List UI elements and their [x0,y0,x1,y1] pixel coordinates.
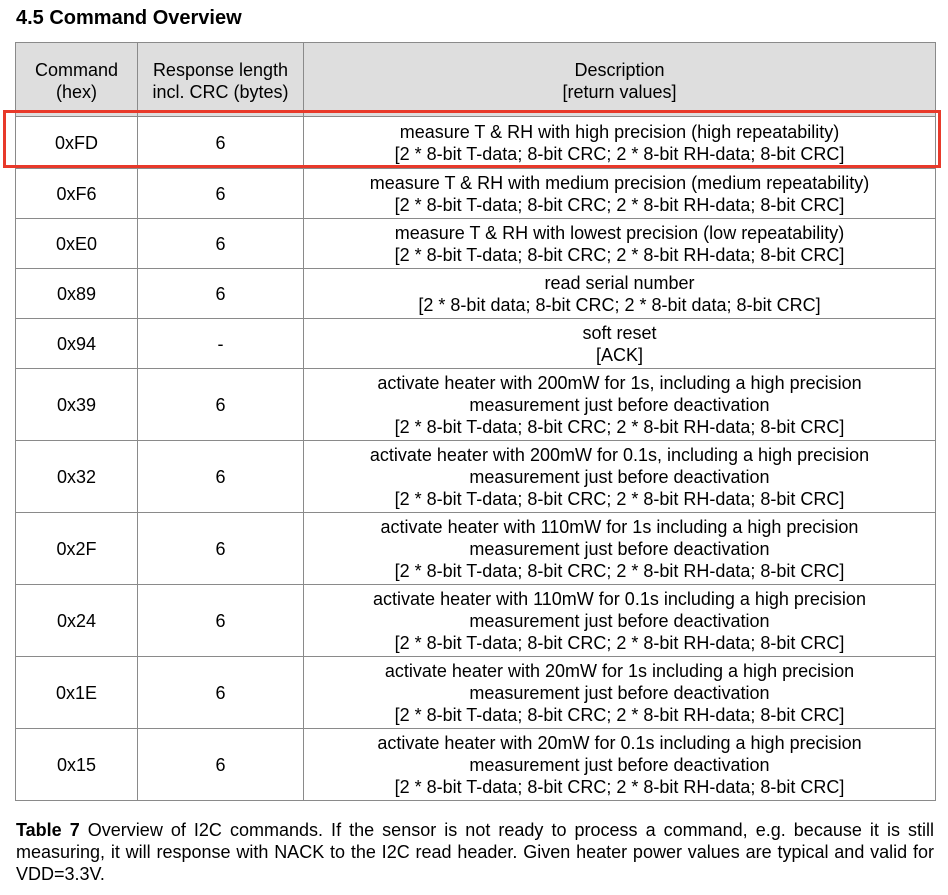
command-hex-cell: 0xF6 [16,169,138,219]
command-hex-cell: 0x2F [16,513,138,585]
response-length-cell: - [138,319,304,369]
description-line: activate heater with 20mW for 1s including a high precision [384,660,855,681]
description-line: measurement just before deactivation [469,394,770,415]
table-caption [16,819,934,885]
description-line: measurement just before deactivation [469,466,770,487]
caption-text: Overview of I2C commands. If the sensor is not ready to process a command, e.g. because it is still measuring, it will response with NACK to the I2C read header. Given heater power values are typical and valid for VDD=3.3V. [16,820,934,884]
description-line: [2 * 8-bit T-data; 8-bit CRC; 2 * 8-bit RH-data; 8-bit CRC] [394,488,845,509]
description-cell [304,729,936,801]
table-body [16,117,936,801]
description-cell [304,657,936,729]
description-line: [2 * 8-bit T-data; 8-bit CRC; 2 * 8-bit RH-data; 8-bit CRC] [394,416,845,437]
description-line: activate heater with 110mW for 0.1s including a high precision [373,588,866,609]
description-cell [304,219,936,269]
description-line: [2 * 8-bit T-data; 8-bit CRC; 2 * 8-bit RH-data; 8-bit CRC] [394,560,845,581]
command-hex-cell: 0xE0 [16,219,138,269]
caption-label: Table 7 [16,820,80,840]
response-length-cell: 6 [138,513,304,585]
response-length-cell: 6 [138,269,304,319]
header-command-line1: Command [34,59,119,80]
header-description [304,43,936,117]
table-row [16,219,936,269]
description-line: [2 * 8-bit T-data; 8-bit CRC; 2 * 8-bit RH-data; 8-bit CRC] [394,143,845,164]
table-row [16,441,936,513]
command-hex-cell: 0x1E [16,657,138,729]
command-hex-cell: 0x15 [16,729,138,801]
section-heading: 4.5 Command Overview [16,7,242,29]
command-hex-cell: 0x32 [16,441,138,513]
description-cell [304,117,936,169]
table-row [16,657,936,729]
description-line: soft reset [582,322,657,343]
description-line: measurement just before deactivation [469,610,770,631]
table-row [16,169,936,219]
response-length-cell: 6 [138,441,304,513]
command-hex-cell: 0x39 [16,369,138,441]
description-line: activate heater with 110mW for 1s including a high precision [380,516,859,537]
table-row [16,269,936,319]
header-command-line2: (hex) [55,81,97,102]
header-command [16,43,138,117]
command-hex-cell: 0xFD [16,117,138,169]
description-line: measure T & RH with lowest precision (low repeatability) [394,222,845,243]
description-line: [2 * 8-bit T-data; 8-bit CRC; 2 * 8-bit RH-data; 8-bit CRC] [394,194,845,215]
description-line: measurement just before deactivation [469,682,770,703]
description-line: measure T & RH with medium precision (medium repeatability) [369,172,870,193]
table-row [16,585,936,657]
command-hex-cell: 0x94 [16,319,138,369]
header-description-line1: Description [574,59,665,80]
response-length-cell: 6 [138,657,304,729]
response-length-cell: 6 [138,585,304,657]
command-table [15,42,936,801]
header-response-length [138,43,304,117]
description-line: measurement just before deactivation [469,538,770,559]
description-line: measurement just before deactivation [469,754,770,775]
description-line: read serial number [544,272,695,293]
table-row [16,319,936,369]
description-cell [304,585,936,657]
response-length-cell: 6 [138,219,304,269]
description-line: [ACK] [595,344,643,365]
header-description-line2: [return values] [562,81,677,102]
table-row [16,513,936,585]
table-header [16,43,936,117]
description-cell [304,441,936,513]
description-line: activate heater with 20mW for 0.1s including a high precision [377,732,862,753]
response-length-cell: 6 [138,369,304,441]
description-cell [304,513,936,585]
description-cell [304,369,936,441]
description-line: [2 * 8-bit T-data; 8-bit CRC; 2 * 8-bit RH-data; 8-bit CRC] [394,244,845,265]
description-line: [2 * 8-bit data; 8-bit CRC; 2 * 8-bit data; 8-bit CRC] [418,294,821,315]
description-line: activate heater with 200mW for 0.1s, including a high precision [369,444,870,465]
table-row [16,117,936,169]
command-hex-cell: 0x24 [16,585,138,657]
description-line: measure T & RH with high precision (high repeatability) [399,121,840,142]
description-cell [304,269,936,319]
header-row [16,43,936,117]
description-line: [2 * 8-bit T-data; 8-bit CRC; 2 * 8-bit RH-data; 8-bit CRC] [394,632,845,653]
command-hex-cell: 0x89 [16,269,138,319]
response-length-cell: 6 [138,169,304,219]
description-line: [2 * 8-bit T-data; 8-bit CRC; 2 * 8-bit RH-data; 8-bit CRC] [394,776,845,797]
table-row [16,369,936,441]
description-cell [304,319,936,369]
header-response-length-line2: incl. CRC (bytes) [152,81,289,102]
description-cell [304,169,936,219]
description-line: [2 * 8-bit T-data; 8-bit CRC; 2 * 8-bit RH-data; 8-bit CRC] [394,704,845,725]
header-response-length-line1: Response length [152,59,289,80]
response-length-cell: 6 [138,117,304,169]
table-row [16,729,936,801]
description-line: activate heater with 200mW for 1s, including a high precision [377,372,862,393]
response-length-cell: 6 [138,729,304,801]
